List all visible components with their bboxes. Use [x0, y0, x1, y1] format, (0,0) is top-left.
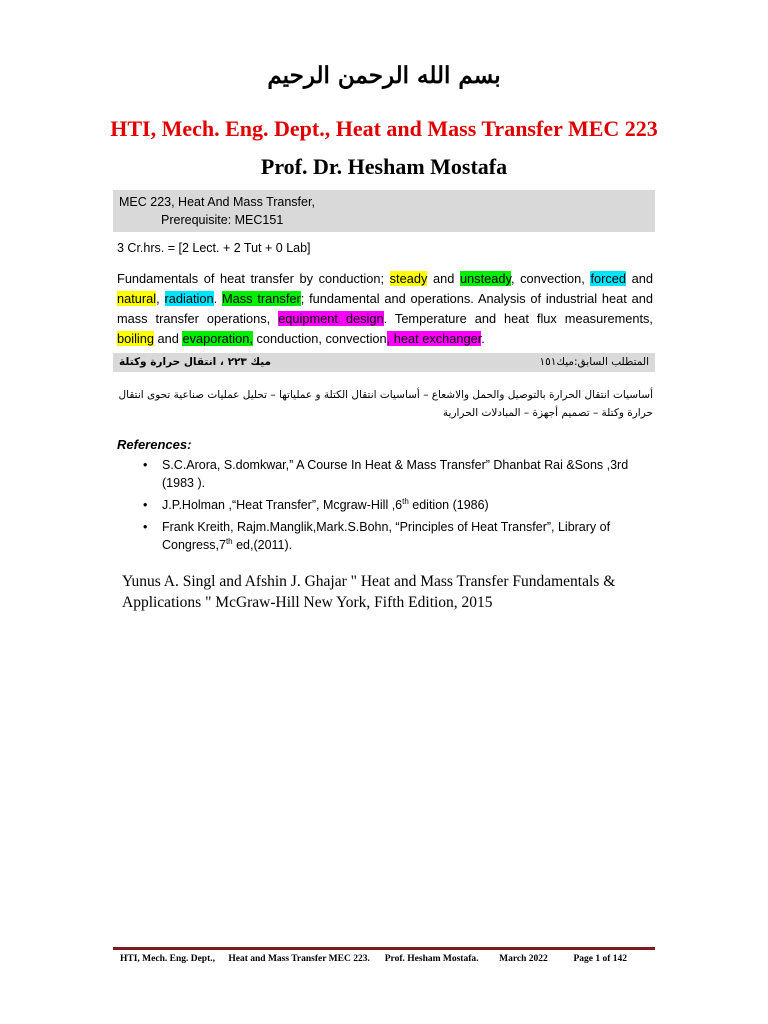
course-code-line: MEC 223, Heat And Mass Transfer,	[119, 195, 315, 209]
highlight-steady: steady	[389, 271, 428, 286]
highlight-mass-transfer: Mass transfer	[221, 291, 301, 306]
references-heading: References:	[117, 437, 192, 452]
arabic-prerequisite: المتطلب السابق:ميك١٥١	[539, 356, 649, 368]
footer-date: March 2022	[499, 954, 548, 964]
desc-text: ,	[156, 291, 165, 306]
list-item	[135, 496, 655, 514]
page-number: Page 1 of 142	[573, 954, 628, 964]
desc-text: Fundamentals of heat transfer by conduction;	[117, 271, 390, 286]
highlight-radiation: radiation	[164, 291, 214, 306]
desc-text: and	[154, 331, 183, 346]
basmala-heading: بسم الله الرحمن الرحيم	[267, 62, 501, 89]
reference-text: S.C.Arora, S.domkwar,” A Course In Heat & Mass Transfer” Dhanbat Rai &Sons ,3rd (1983 ).	[162, 458, 629, 490]
footer-dept: HTI, Mech. Eng. Dept.,	[120, 954, 215, 964]
bullet: •	[143, 498, 148, 512]
desc-text: .	[213, 291, 222, 306]
references-list	[135, 456, 655, 558]
highlight-boiling: boiling	[117, 331, 154, 346]
arabic-course-title: ميك ٢٢٣ ، انتقال حرارة وكتلة	[119, 356, 272, 368]
list-item	[135, 456, 655, 492]
reference-text: edition (1986)	[408, 498, 489, 512]
highlight-evaporation: evaporation,	[182, 331, 253, 346]
course-description	[117, 269, 653, 349]
superscript: th	[225, 536, 233, 546]
highlight-natural: natural	[117, 291, 157, 306]
bullet: •	[143, 458, 148, 472]
desc-text: and	[427, 271, 460, 286]
superscript: th	[402, 496, 409, 506]
bullet: •	[143, 520, 148, 534]
desc-text: ; fundamental and operations. Analysis of industrial heat and mass transfer operations,	[117, 291, 653, 326]
reference-text: J.P.Holman ,“Heat Transfer”, Mcgraw-Hill ,6	[162, 498, 403, 512]
reference-text: ed,(2011).	[232, 538, 293, 552]
highlight-unsteady: unsteady	[459, 271, 511, 286]
document-title: HTI, Mech. Eng. Dept., Heat and Mass Transfer MEC 223	[110, 116, 658, 141]
page-footer	[120, 954, 650, 964]
reference-text: Frank Kreith, Rajm.Manglik,Mark.S.Bohn, “Principles of Heat Transfer”, Library of Congress,7	[162, 520, 611, 552]
arabic-course-box	[113, 353, 655, 372]
arabic-description: أساسيات انتقال الحرارة بالتوصيل والحمل والاشعاع – أساسيات انتقال الكتلة و عملياتها – تحليل عمليات صناعية تحوى انتقال حرارة وكتلة – تصميم أجهزة – المبادلات الحرارية	[118, 389, 653, 419]
credit-hours: 3 Cr.hrs. = [2 Lect. + 2 Tut + 0 Lab]	[117, 241, 311, 255]
footer-course: Heat and Mass Transfer MEC 223.	[228, 954, 370, 964]
desc-text: conduction, convection	[252, 331, 387, 346]
desc-text: .	[481, 331, 485, 346]
highlight-equipment-design: equipment design	[278, 311, 384, 326]
prerequisite-line: Prerequisite: MEC151	[161, 213, 284, 227]
highlight-heat-exchanger: , heat exchanger	[386, 331, 482, 346]
course-info-box	[113, 190, 655, 232]
list-item	[135, 518, 655, 554]
footer-author: Prof. Hesham Mostafa.	[384, 954, 479, 964]
desc-text: , convection,	[510, 271, 591, 286]
desc-text: and	[626, 271, 653, 286]
author-name: Prof. Dr. Hesham Mostafa	[260, 154, 508, 179]
footer-rule	[113, 947, 655, 950]
highlight-forced: forced	[590, 271, 627, 286]
additional-reference: Yunus A. Singl and Afshin J. Ghajar " Heat and Mass Transfer Fundamentals & Applications " McGraw-Hill New York, Fifth Edition, 2015	[122, 573, 616, 611]
desc-text: . Temperature and heat flux measurements,	[383, 311, 653, 326]
